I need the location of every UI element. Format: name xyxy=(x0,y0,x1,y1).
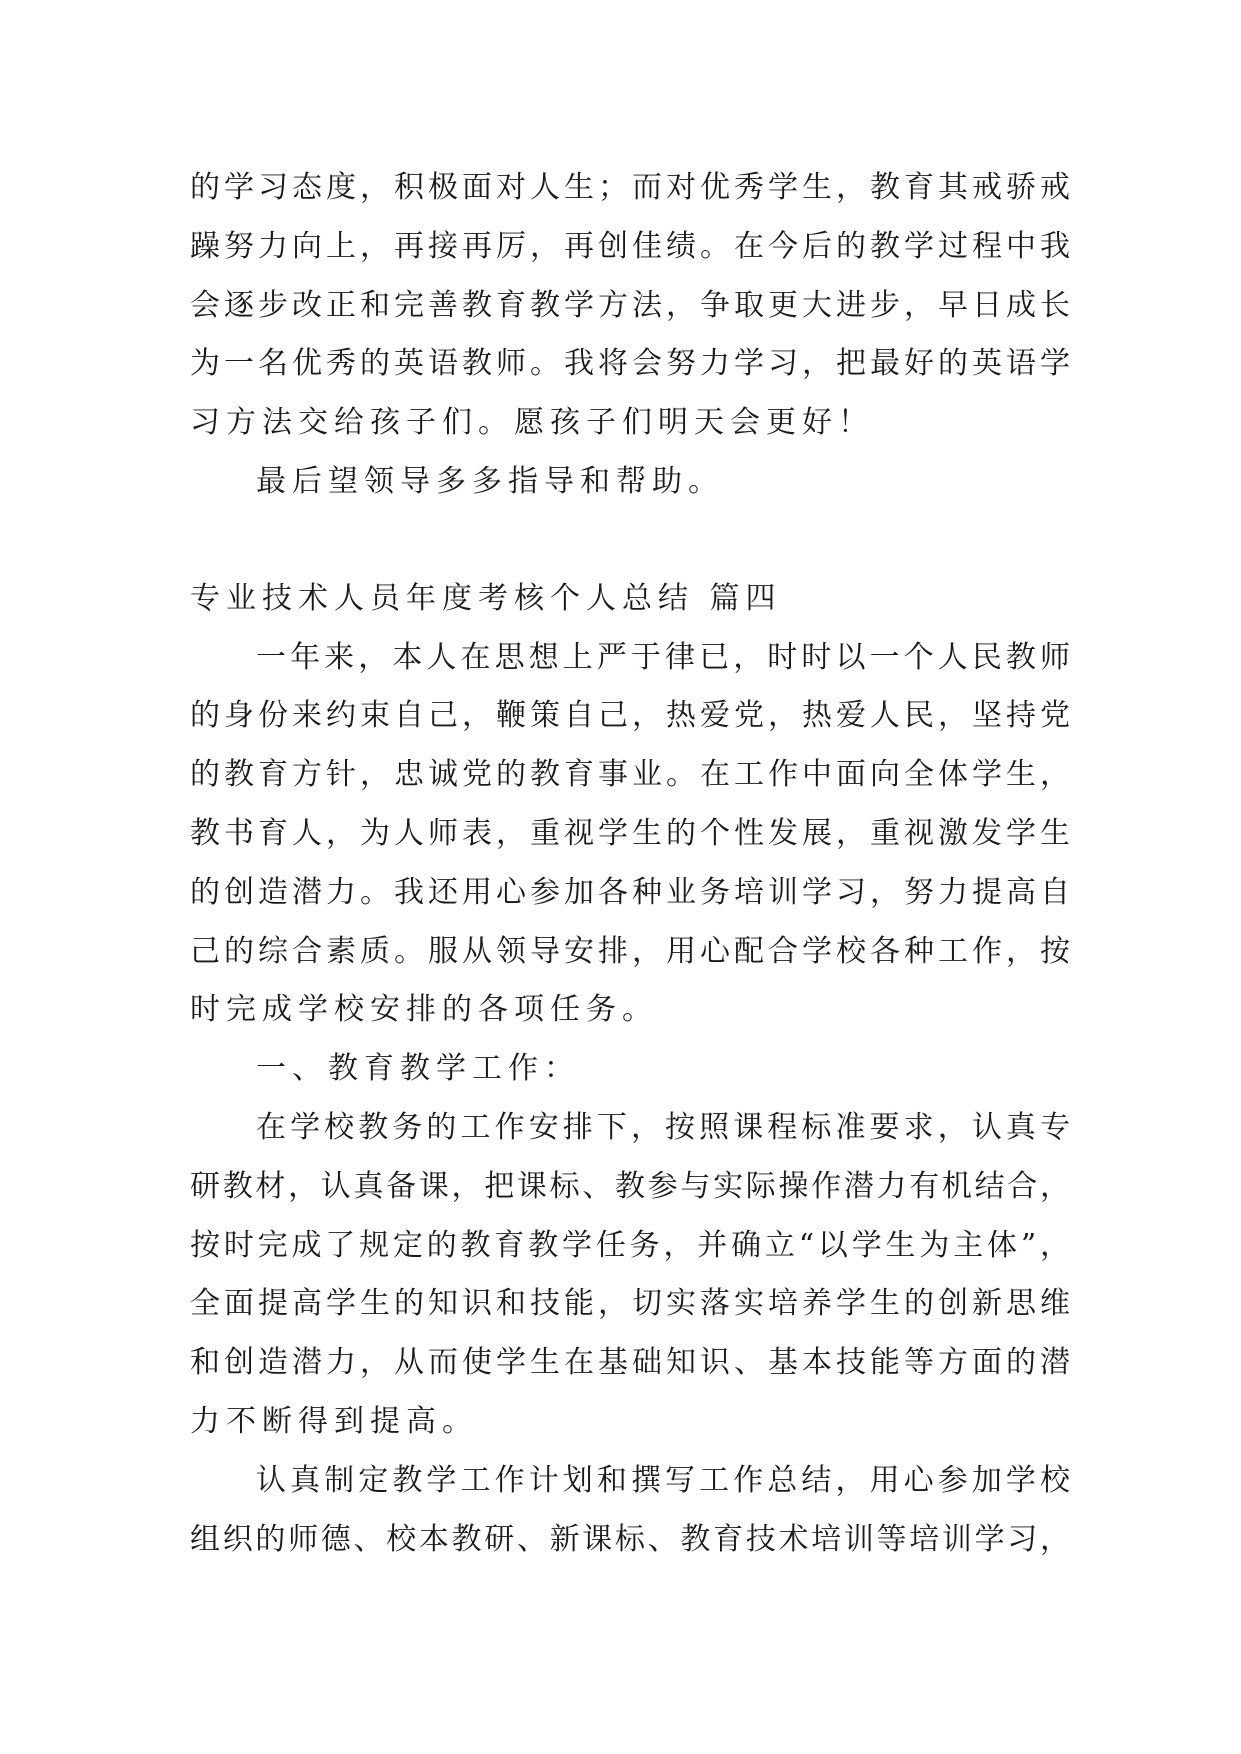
text-line: 认真制定教学工作计划和撰写工作总结，用心参加学校 xyxy=(256,1462,1070,1498)
text-line: 在学校教务的工作安排下，按照课程标准要求，认真专 xyxy=(256,1109,1070,1145)
text-line: 的身份来约束自己，鞭策自己，热爱党，热爱人民，坚持党 xyxy=(190,698,1070,734)
text-line: 为一名优秀的英语教师。我将会努力学习，把最好的英语学 xyxy=(190,346,1070,382)
text-line: 己的综合素质。服从领导安排，用心配合学校各种工作，按 xyxy=(190,933,1070,969)
subheading: 一、教育教学工作： xyxy=(256,1051,580,1087)
section-title: 专业技术人员年度考核个人总结 篇四 xyxy=(190,580,782,616)
text-line: 会逐步改正和完善教育教学方法，争取更大进步，早日成长 xyxy=(190,287,1070,323)
text-line: 的学习态度，积极面对人生；而对优秀学生，教育其戒骄戒 xyxy=(190,170,1070,205)
text-line: 习方法交给孩子们。愿孩子们明天会更好！ xyxy=(190,405,874,441)
text-line: 时完成学校安排的各项任务。 xyxy=(190,992,658,1028)
text-line: 组织的师德、校本教研、新课标、教育技术培训等培训学习， xyxy=(190,1521,1070,1557)
text-line: 和创造潜力，从而使学生在基础知识、基本技能等方面的潜 xyxy=(190,1345,1070,1381)
section-gap xyxy=(190,512,1070,570)
closing-line: 最后望领导多多指导和帮助。 xyxy=(256,463,724,499)
text-line: 研教材，认真备课，把课标、教参与实际操作潜力有机结合， xyxy=(190,1168,1070,1204)
text-line: 的教育方针，忠诚党的教育事业。在工作中面向全体学生， xyxy=(190,757,1070,793)
document-body xyxy=(190,159,1070,1569)
text-line: 按时完成了规定的教育教学任务，并确立“以学生为主体”， xyxy=(190,1227,1070,1263)
text-line: 教书育人，为人师表，重视学生的个性发展，重视激发学生 xyxy=(190,815,1070,851)
text-line: 躁努力向上，再接再厉，再创佳绩。在今后的教学过程中我 xyxy=(190,228,1070,264)
text-line: 的创造潜力。我还用心参加各种业务培训学习，努力提高自 xyxy=(190,874,1070,910)
text-line: 一年来，本人在思想上严于律已，时时以一个人民教师 xyxy=(256,639,1070,675)
text-line: 全面提高学生的知识和技能，切实落实培养学生的创新思维 xyxy=(190,1286,1070,1322)
text-line: 力不断得到提高。 xyxy=(190,1403,478,1439)
